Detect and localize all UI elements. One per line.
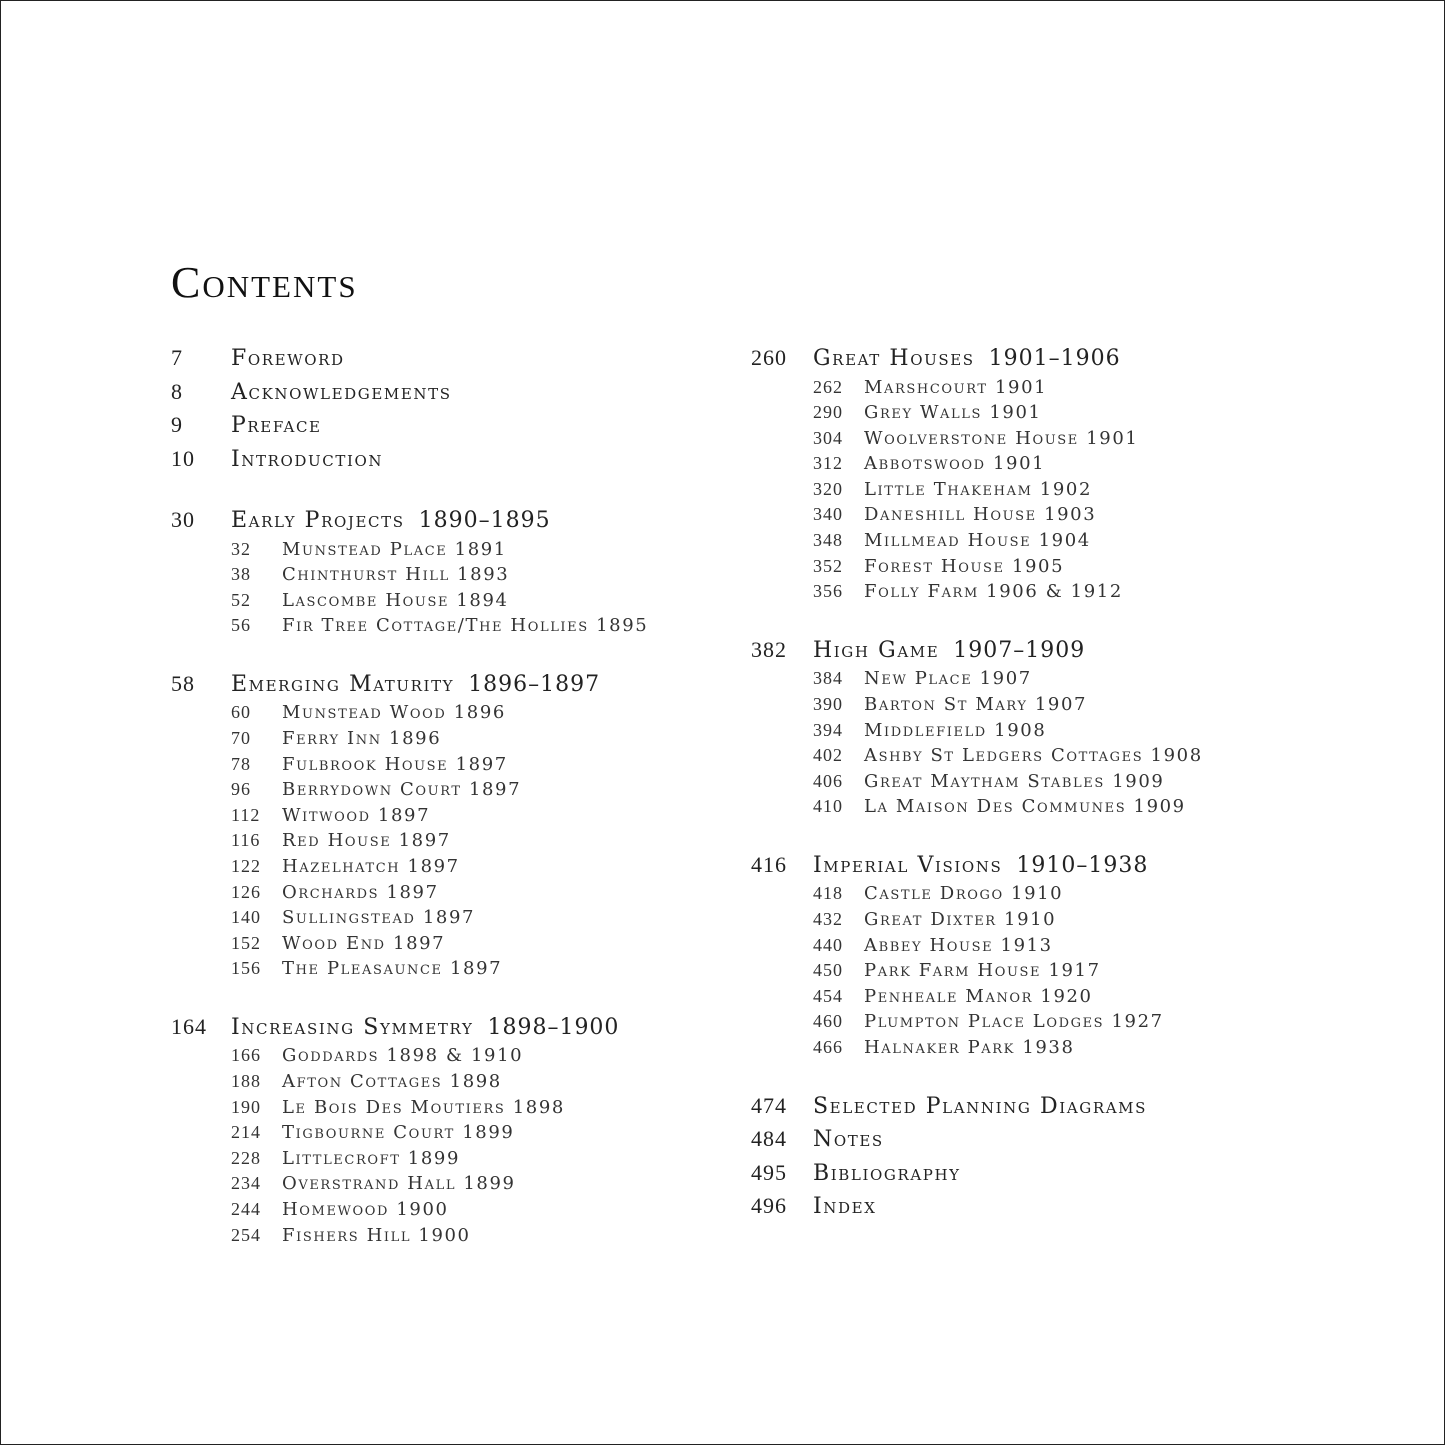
chapter-heading[interactable] [751,848,1401,882]
toc-subentry[interactable] [751,933,1401,959]
page-number: 304 [813,427,843,448]
page-number: 260 [751,345,787,370]
entry-title: Foreword [231,346,345,371]
page-number: 320 [813,478,843,499]
toc-subentry[interactable] [171,1171,731,1197]
chapter-title: Early Projects [231,508,405,533]
toc-subentry[interactable] [751,769,1401,795]
toc-subentry[interactable] [171,537,731,563]
page-number: 352 [813,555,843,576]
page-number: 484 [751,1126,787,1152]
toc-subentry[interactable] [751,579,1401,605]
page-number: 254 [231,1224,261,1245]
toc-subentry[interactable] [171,700,731,726]
entry-title: Fir Tree Cottage/The Hollies 1895 [282,615,649,637]
entry-title: Castle Drogo 1910 [864,883,1064,905]
entry-title: Grey Walls 1901 [864,402,1042,424]
chapter-dates: 1901–1906 [988,346,1121,371]
chapter-dates: 1896–1897 [468,671,601,697]
entry-title: Afton Cottages 1898 [282,1071,502,1092]
toc-subentry[interactable] [171,828,731,854]
page-number: 32 [231,538,251,559]
toc-subentry[interactable] [751,1009,1401,1035]
entry-title: Overstrand Hall 1899 [282,1173,516,1195]
entry-title: Berrydown Court 1897 [282,779,522,801]
page-number: 190 [231,1096,261,1117]
front-matter-list [171,341,731,475]
page-number: 474 [751,1092,787,1118]
page-number: 454 [813,985,843,1006]
chapter-title: High Game [813,637,940,663]
entry-title: Goddards 1898 & 1910 [282,1045,524,1067]
page-number: 8 [171,378,183,404]
entry-title: Ashby St Ledgers Cottages 1908 [864,745,1203,767]
toc-subentry[interactable] [751,692,1401,718]
toc-subentry[interactable] [171,1043,731,1069]
entry-title: Fulbrook House 1897 [282,753,508,775]
toc-entry[interactable] [171,341,731,375]
page-number: 164 [171,1013,207,1039]
toc-subentry[interactable] [751,794,1401,820]
section-high-game [751,633,1401,820]
page-number: 188 [231,1071,261,1091]
entry-title: Abbey House 1913 [864,934,1053,956]
toc-subentry[interactable] [751,666,1401,692]
toc-subentry[interactable] [171,1120,731,1146]
page-number: 450 [813,960,843,981]
toc-entry[interactable] [171,375,731,409]
toc-subentry[interactable] [171,1069,731,1095]
entry-title: Index [813,1194,877,1220]
entry-title: Little Thakeham 1902 [864,478,1093,500]
entry-title: Bibliography [813,1160,961,1186]
entry-title: New Place 1907 [864,668,1032,690]
page-number: 340 [813,504,843,525]
toc-entry[interactable] [171,442,731,476]
page-number: 384 [813,668,843,689]
entry-title: Fishers Hill 1900 [282,1224,471,1246]
chapter-dates: 1898–1900 [487,1014,620,1040]
entry-title: Red House 1897 [282,830,451,852]
toc-subentry[interactable] [751,400,1401,426]
toc-subentry[interactable] [171,956,731,982]
page-number: 10 [171,445,195,471]
toc-subentry[interactable] [171,1223,731,1249]
section-early-projects [171,503,731,639]
toc-subentry[interactable] [751,477,1401,503]
entry-title: Woolverstone House 1901 [864,427,1139,449]
page-number: 356 [813,581,843,602]
chapter-title: Imperial Visions [813,852,1003,878]
page-number: 244 [231,1198,261,1219]
entry-title: Lascombe House 1894 [282,589,509,611]
entry-title: Chinthurst Hill 1893 [282,564,510,586]
entry-title: Munstead Place 1891 [282,538,507,560]
entry-title: Littlecroft 1899 [282,1147,461,1169]
page-number: 70 [231,727,251,748]
page-number: 234 [231,1173,261,1194]
toc-subentry[interactable] [171,562,731,588]
page-number: 126 [231,881,261,902]
entry-title: Selected Planning Diagrams [813,1093,1147,1119]
toc-subentry[interactable] [751,718,1401,744]
chapter-title: Emerging Maturity [231,671,455,697]
entry-title: Park Farm House 1917 [864,960,1101,982]
chapter-heading[interactable] [171,503,731,537]
toc-subentry[interactable] [171,613,731,639]
toc-subentry[interactable] [171,752,731,778]
entry-title: Daneshill House 1903 [864,504,1097,526]
entry-title: Great Dixter 1910 [864,909,1057,930]
entry-title: Notes [813,1127,884,1153]
entry-title: Wood End 1897 [282,932,446,954]
entry-title: Munstead Wood 1896 [282,702,506,724]
chapter-dates: 1910–1938 [1016,852,1149,878]
page-number: 410 [813,796,843,817]
toc-entry[interactable] [751,1156,1401,1190]
entry-title: Hazelhatch 1897 [282,855,460,877]
entry-title: Barton St Mary 1907 [864,693,1088,715]
entry-title: Witwood 1897 [282,804,431,826]
page-number: 390 [813,693,843,714]
page-number: 382 [751,636,787,662]
entry-title: Halnaker Park 1938 [864,1036,1075,1058]
toc-subentry[interactable] [171,726,731,752]
page-number: 78 [231,753,251,774]
toc-subentry[interactable] [171,1197,731,1223]
toc-subentry[interactable] [751,426,1401,452]
page-number: 116 [231,830,261,851]
toc-subentry[interactable] [171,777,731,803]
entry-title: Introduction [231,446,384,472]
page-number: 140 [231,907,261,928]
page-number: 466 [813,1036,843,1057]
page-number: 496 [751,1193,787,1219]
section-increasing-symmetry [171,1010,731,1248]
entry-title: Sullingstead 1897 [282,907,476,929]
page-number: 38 [231,564,251,585]
entry-title: Penheale Manor 1920 [864,985,1093,1007]
toc-subentry[interactable] [171,905,731,931]
toc-subentry[interactable] [171,931,731,957]
toc-subentry[interactable] [171,588,731,614]
chapter-heading[interactable] [751,633,1401,667]
toc-subentry[interactable] [751,881,1401,907]
entry-title: Forest House 1905 [864,555,1065,577]
page-number: 440 [813,934,843,955]
toc-subentry[interactable] [171,1146,731,1172]
entry-title: Folly Farm 1906 & 1912 [864,581,1123,603]
page-number: 96 [231,779,251,800]
page-number: 290 [813,402,843,423]
page-number: 60 [231,702,251,723]
page-number: 432 [813,909,843,929]
entry-title: Orchards 1897 [282,881,439,903]
page-number: 416 [751,851,787,877]
toc-subentry[interactable] [751,554,1401,580]
chapter-title: Great Houses [813,346,975,371]
contents-left-column [171,341,731,1248]
toc-subentry[interactable] [171,880,731,906]
entry-title: Abbotswood 1901 [864,453,1046,475]
entry-title: Plumpton Place Lodges 1927 [864,1011,1164,1033]
page-number: 166 [231,1045,261,1066]
entry-title: Le Bois Des Moutiers 1898 [282,1096,565,1118]
entry-title: Ferry Inn 1896 [282,727,442,749]
page-number: 495 [751,1159,787,1185]
toc-entry[interactable] [751,1089,1401,1123]
page-number: 418 [813,883,843,904]
toc-entry[interactable] [751,1189,1401,1223]
section-imperial-visions [751,848,1401,1061]
entry-title: Millmead House 1904 [864,530,1091,552]
page-number: 406 [813,770,843,791]
chapter-dates: 1890–1895 [418,508,551,533]
toc-subentry[interactable] [751,743,1401,769]
toc-subentry[interactable] [751,907,1401,933]
entry-title: Acknowledgements [231,379,452,405]
chapter-dates: 1907–1909 [953,637,1086,663]
page-number: 9 [171,412,183,437]
page-number: 228 [231,1147,261,1168]
page-title: Contents [171,258,358,307]
toc-subentry[interactable] [171,803,731,829]
back-matter-list [751,1089,1401,1223]
page-number: 402 [813,745,843,766]
page-number: 56 [231,615,251,636]
page-number: 156 [231,958,261,979]
page-number: 152 [231,932,261,953]
chapter-heading[interactable] [171,1010,731,1044]
chapter-title: Increasing Symmetry [231,1014,474,1040]
entry-title: Preface [231,413,322,438]
toc-subentry[interactable] [751,958,1401,984]
toc-subentry[interactable] [751,984,1401,1010]
page-number: 7 [171,345,183,370]
entry-title: Tigbourne Court 1899 [282,1122,515,1144]
page-number: 214 [231,1122,261,1143]
toc-subentry[interactable] [751,451,1401,477]
chapter-heading[interactable] [751,341,1401,375]
page-number: 30 [171,507,195,532]
page-number: 394 [813,719,843,740]
section-great-houses [751,341,1401,605]
toc-entry[interactable] [171,408,731,442]
toc-entry[interactable] [751,1122,1401,1156]
entry-title: Homewood 1900 [282,1198,449,1220]
section-emerging-maturity [171,667,731,982]
toc-subentry[interactable] [751,528,1401,554]
toc-subentry[interactable] [751,502,1401,528]
entry-title: Great Maytham Stables 1909 [864,770,1165,792]
entry-title: Middlefield 1908 [864,719,1047,741]
chapter-heading[interactable] [171,667,731,701]
page-number: 52 [231,589,251,610]
page-number: 58 [171,670,195,696]
page-number: 262 [813,376,843,397]
page-number: 460 [813,1011,843,1032]
toc-subentry[interactable] [751,1035,1401,1061]
contents-right-column [751,341,1401,1223]
page-number: 122 [231,855,261,876]
toc-subentry[interactable] [171,854,731,880]
entry-title: La Maison Des Communes 1909 [864,796,1186,818]
entry-title: The Pleasaunce 1897 [282,958,503,980]
page-number: 348 [813,530,843,551]
toc-subentry[interactable] [751,375,1401,401]
page-number: 112 [231,804,261,825]
page-number: 312 [813,453,843,474]
toc-subentry[interactable] [171,1095,731,1121]
entry-title: Marshcourt 1901 [864,376,1048,398]
